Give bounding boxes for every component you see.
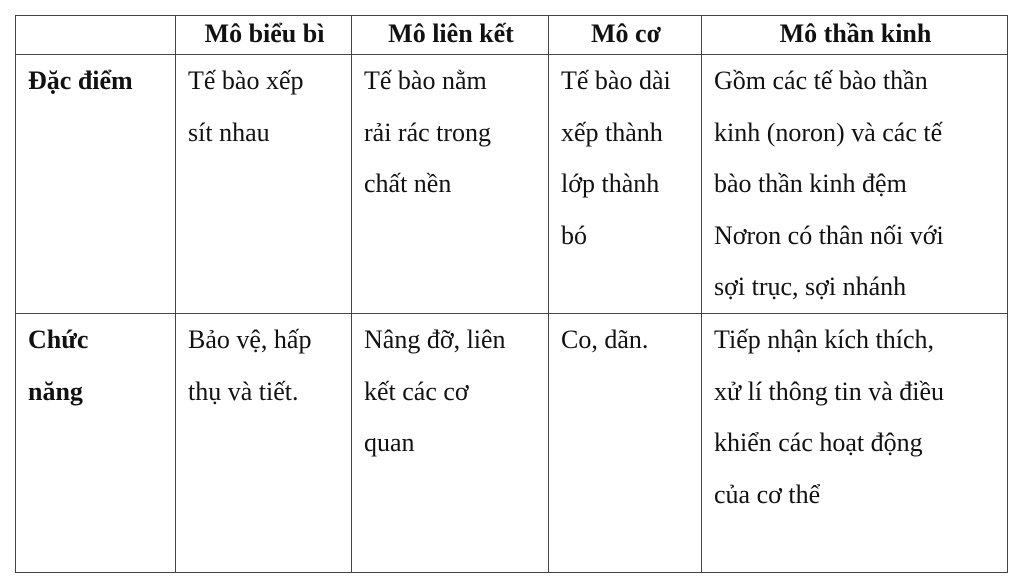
- header-row: [16, 16, 1008, 55]
- row-label-characteristics: [16, 55, 176, 314]
- header-nervous-tissue: Mô thần kinh: [702, 16, 1008, 55]
- cell-line: Tế bào xếp: [188, 66, 304, 95]
- cell-line: của cơ thể: [714, 479, 821, 509]
- cell-line: Nâng đỡ, liên: [364, 325, 506, 354]
- cell-line: chất nền: [364, 169, 452, 198]
- cell-line: Nơron có thân nối với: [714, 220, 944, 250]
- cell-line: sít nhau: [188, 117, 270, 147]
- cell-line: Gồm các tế bào thần: [714, 66, 928, 95]
- cell-line: xử lí thông tin và điều: [714, 376, 945, 406]
- cell-line: lớp thành: [561, 169, 660, 198]
- cell-line: Co, dãn.: [561, 325, 649, 354]
- header-epithelial-tissue: Mô biểu bì: [176, 16, 352, 55]
- cell-line: xếp thành: [561, 117, 663, 147]
- cell-line: rải rác trong: [364, 117, 492, 147]
- cell-line: kinh (noron) và các tế: [714, 117, 943, 147]
- cell-nervous-characteristics: [702, 55, 1008, 314]
- cell-line: kết các cơ: [364, 376, 469, 406]
- row-label-line: năng: [28, 376, 83, 406]
- cell-line: Bảo vệ, hấp: [188, 325, 312, 354]
- tissue-comparison-table: [15, 15, 1008, 573]
- cell-line: quan: [364, 428, 415, 457]
- cell-connective-function: [352, 314, 549, 573]
- header-connective-tissue: Mô liên kết: [352, 16, 549, 55]
- header-muscle-tissue: Mô cơ: [549, 16, 702, 55]
- cell-connective-characteristics: [352, 55, 549, 314]
- row-label-line: Đặc điểm: [28, 66, 133, 95]
- table-row-function: [16, 314, 1008, 573]
- cell-line: khiển các hoạt động: [714, 428, 923, 457]
- header-cell-empty: [16, 16, 176, 55]
- row-label-line: Chức: [28, 325, 89, 354]
- cell-line: sợi trục, sợi nhánh: [714, 272, 907, 301]
- cell-line: Tế bào dài: [561, 66, 671, 95]
- cell-epithelial-function: [176, 314, 352, 573]
- row-label-function: [16, 314, 176, 573]
- cell-muscle-function: [549, 314, 702, 573]
- cell-line: bó: [561, 220, 587, 250]
- cell-line: bào thần kinh đệm: [714, 169, 907, 198]
- cell-line: thụ và tiết.: [188, 376, 299, 406]
- cell-line: Tế bào nằm: [364, 66, 487, 95]
- cell-nervous-function: [702, 314, 1008, 573]
- cell-epithelial-characteristics: [176, 55, 352, 314]
- table-row-characteristics: [16, 55, 1008, 314]
- cell-line: Tiếp nhận kích thích,: [714, 325, 935, 354]
- cell-muscle-characteristics: [549, 55, 702, 314]
